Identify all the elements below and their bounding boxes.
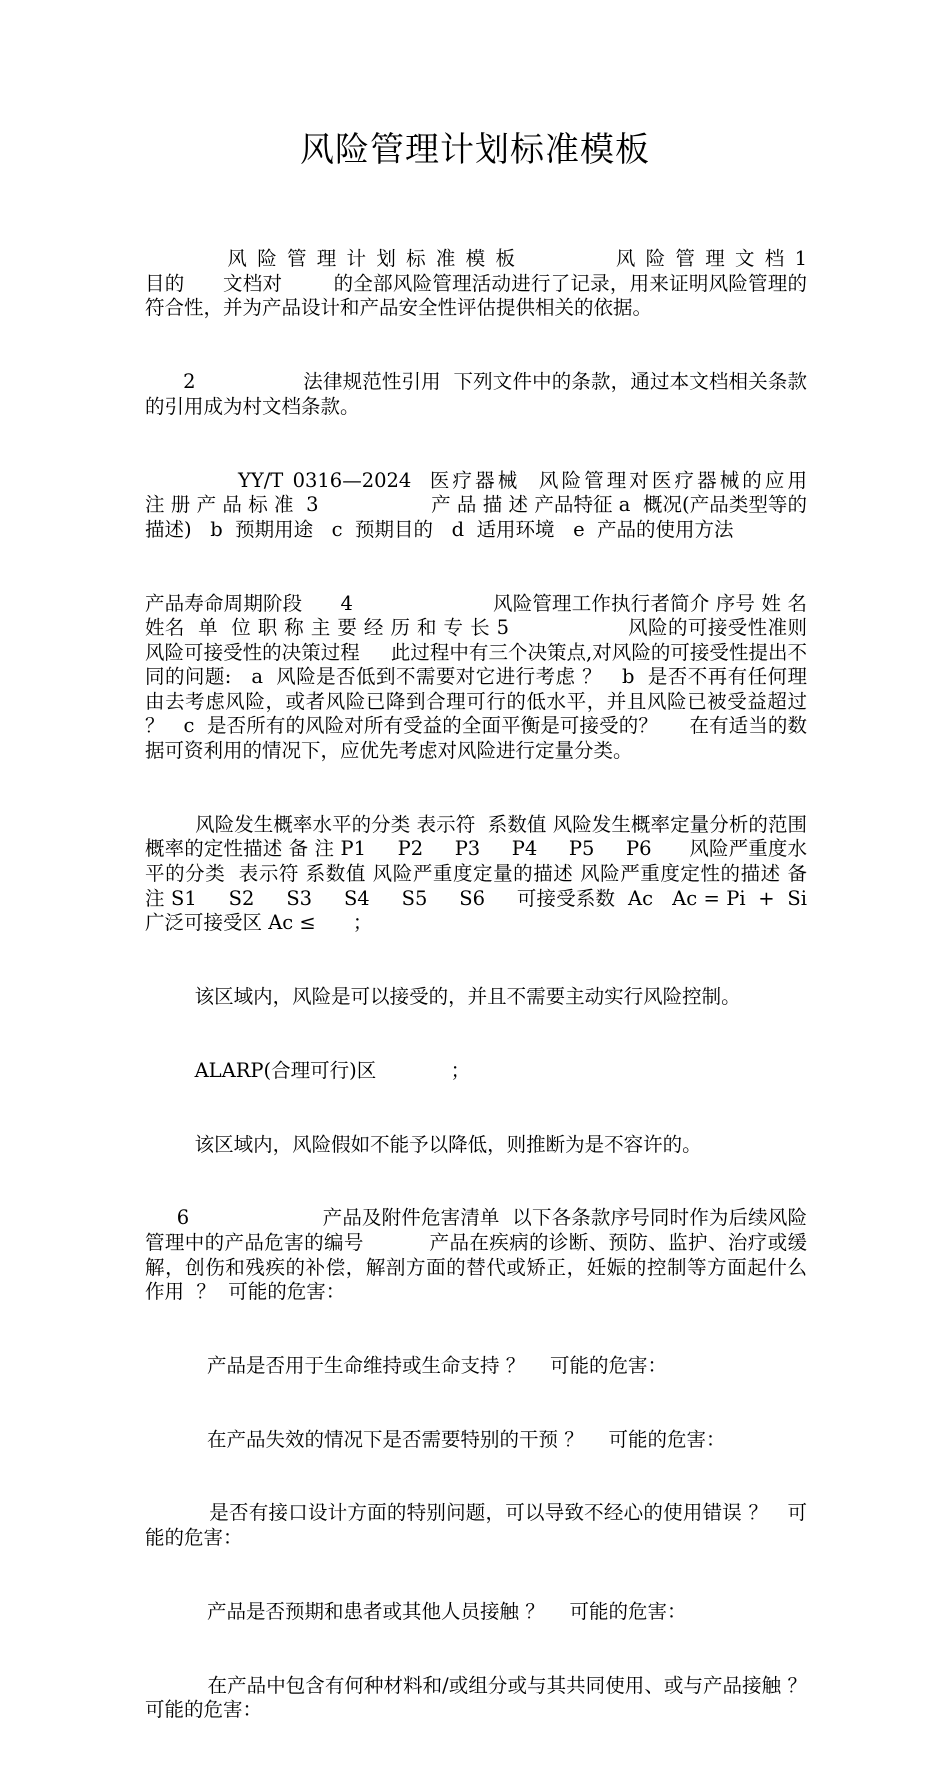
document-body: [145, 198, 919, 1772]
paragraph-product-description: YY/T 0316—2024 医疗器械 风险管理对医疗器械的应用 注 册 产 品 标 准 3 产 品 描 述 产品特征 a 概况(产品类型等的描述) b 预期用途 c 预期目的 d 适用环境 e 产品的使用方法: [145, 468, 882, 541]
paragraph-acceptable-region: 该区域内，风险是可以接受的，并且不需要主动实行风险控制。: [145, 985, 741, 1008]
paragraph-purpose: 风 险 管 理 计 划 标 准 模 板 风 险 管 理 文 档 1 目的 文档对 的全部风险管理活动进行了记录，用来证明风险管理的符合性，并为产品设计和产品安全性评估提供相关的依据。: [145, 247, 919, 320]
paragraph-patient-contact-question: 产品是否预期和患者或其他人员接触 ？ 可能的危害：: [145, 1599, 687, 1623]
paragraph-hazard-list: 6 产品及附件危害清单 以下各条款序号同时作为后续风险管理中的产品危害的编号 产品在疾病的诊断、预防、监护、治疗或缓解，创伤和残疾的补偿，解剖方面的替代或矫正，妊娠的控制等方面起什么作用 ？ 可能的危害：: [145, 1206, 807, 1304]
paragraph-intolerable-region: 该区域内，风险假如不能予以降低，则推断为是不容许的。: [145, 1132, 702, 1156]
document-title: 风险管理计划标准模板: [300, 130, 650, 170]
paragraph-risk-classification: 风险发生概率水平的分类 表示符 系数值 风险发生概率定量分析的范围 概率的定性描述 备 注 P1 P2 P3 P4 P5 P6 风险严重度水平的分类 表示符 系数值 风险严重度定量的描述 风险严重度定性的描述 备 注 S1 S2 S3 S4 S5 S6 可接受系数 Ac Ac = Pi + Si 广泛可接受区 Ac ≤ ；: [145, 812, 826, 935]
paragraph-risk-criteria: 产品寿命周期阶段 4 风险管理工作执行者简介 序号 姓 名 姓名 单 位 职 称 主 要 经 历 和 专 长 5 风险的可接受性准则 风险可接受性的决策过程 此过程中有三个决策点,对风险的可接受性提出不同的问题: a 风险是否低到不需要对它进行考虑 ？ b 是否不再有任何理由去考虑风险，或者风险已降到合理可行的低水平，并且风险已被受益超过 ？ c 是否所有的风险对所有受益的全面平衡是可接受的？ 在有适当的数据可资利用的情况下，应优先考虑对风险进行定量分类。: [145, 591, 826, 763]
paragraph-alarp-region: ALARP(合理可行)区 ；: [145, 1058, 471, 1082]
paragraph-failure-intervention-question: 在产品失效的情况下是否需要特别的干预 ？ 可能的危害：: [145, 1427, 726, 1451]
paragraph-materials-question: 在产品中包含有何种材料和/或组分或与其共同使用、或与产品接触 ？ 可能的危害：: [145, 1673, 826, 1722]
paragraph-life-support-question: 产品是否用于生命维持或生命支持 ？ 可能的危害：: [145, 1353, 667, 1377]
paragraph-interface-design-question: 是否有接口设计方面的特别问题，可以导致不经心的使用错误 ？ 可能的危害：: [145, 1501, 807, 1550]
paragraph-normative-references: 2 法律规范性引用 下列文件中的条款，通过本文档相关条款的引用成为村文档条款。: [145, 370, 807, 418]
